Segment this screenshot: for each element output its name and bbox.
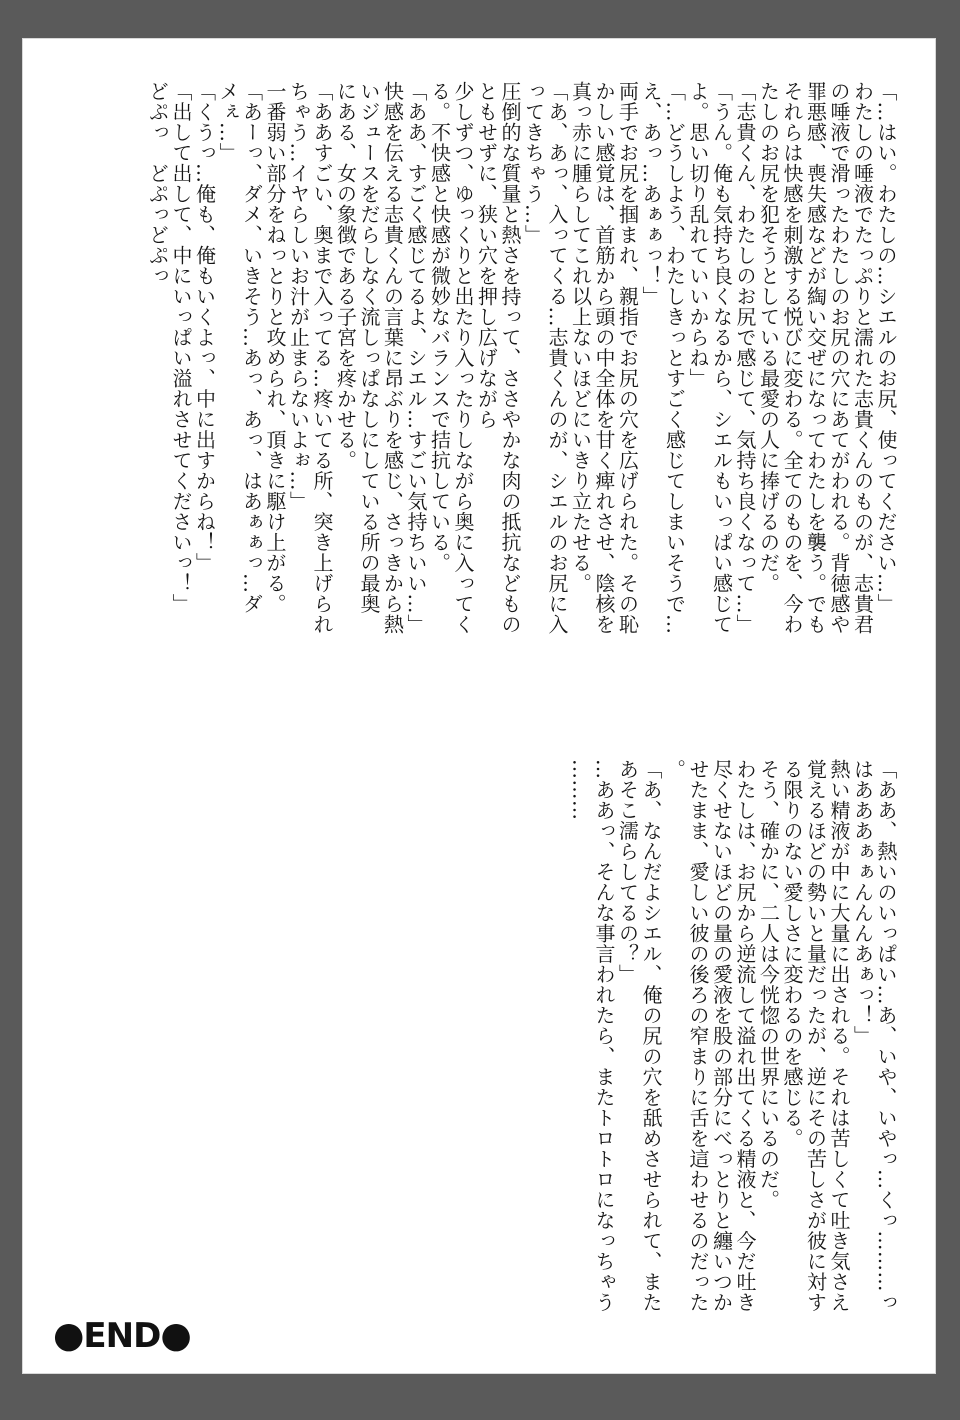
text-block-bottom <box>459 759 897 1349</box>
document-page <box>22 38 936 1374</box>
text-line: る。不快感と快感が微妙なバランスで拮抗している。 <box>427 81 452 573</box>
text-line: あそこ濡らしてるの？」 <box>615 759 640 985</box>
text-line: 「ああすごい、奥まで入ってる…疼いてる所、突き上げられ <box>310 81 334 635</box>
text-line: 「あーっ、ダメ、いきそう…あっ、あっ、はあぁぁっ…ダ <box>239 81 264 614</box>
text-line: にある、女の象徴である子宮を疼かせる。 <box>333 81 358 471</box>
text-line: 両手でお尻を掴まれ、親指でお尻の穴を広げられた。その恥 <box>615 81 640 635</box>
text-line: 一番弱い部分をねっとりと攻められ、頂きに駆け上がる。 <box>263 81 287 614</box>
text-line: わたしの唾液でたっぷりと濡れた志貴くんのものが、志貴君 <box>850 81 875 635</box>
text-line: 熱い精液が中に大量に出される。それは苦しくて吐き気さえ <box>827 759 851 1313</box>
end-mark <box>53 1315 191 1356</box>
text-line: 「あ、あっ、入ってくる…志貴くんのが、シエルのお尻に入 <box>545 81 569 635</box>
text-line: 「うん。俺も気持ち良くなるから、シエルもいっぱい感じて <box>709 81 734 635</box>
text-line: それらは快感を刺激する悦びに変わる。全てのものを、今わ <box>780 81 804 635</box>
text-line: はあああぁぁんんんあぁっ！」 <box>850 759 875 1046</box>
text-line: 尽くせないほどの量の愛液を股の部分にべっとりと纏いつか <box>709 759 734 1313</box>
text-line: 。 <box>662 759 687 780</box>
end-dot-right: ● <box>160 1315 191 1356</box>
text-line: どぷっ どぷっどぷっ <box>145 81 170 286</box>
text-line: 「ああ、熱いのいっぱい…あ、いや、いやっ…くっ………っ <box>874 759 898 1313</box>
text-line: 圧倒的な質量と熱さを持って、ささやかな肉の抵抗などもの <box>498 81 522 635</box>
end-dot-left: ● <box>53 1315 84 1356</box>
text-line: え、あっ…あぁぁっ！」 <box>639 81 663 307</box>
text-line: ってきちゃう…」 <box>521 81 546 245</box>
end-label: END <box>83 1316 161 1356</box>
text-line: る限りのない愛しさに変わるのを感じる。 <box>780 759 804 1149</box>
text-line: せたまま、愛しい彼の後ろの窄まりに舌を這わせるのだった <box>686 759 710 1313</box>
text-line: いジュースをだらしなく流しっぱなしにしている所の最奥 <box>357 81 381 614</box>
text-line: ともせずに、狭い穴を押し広げながら <box>474 81 499 430</box>
text-line: メぇ…」 <box>216 81 240 163</box>
text-line: の唾液で滑ったわたしのお尻の穴にあてがわれる。背徳感や <box>827 81 851 635</box>
text-line: 「ああ、すごく感じてるよ、シエル…すごい気持ちいい…」 <box>404 81 428 635</box>
text-line: 真っ赤に腫らしてこれ以上ないほどにいきり立たせる。 <box>568 81 593 594</box>
text-line: ちゃう…イヤらしいお汁が止まらないよぉ…」 <box>286 81 311 512</box>
text-line: 「…はい。わたしの…シエルのお尻、使ってください…」 <box>874 81 898 614</box>
text-line: そう、確かに、二人は今恍惚の世界にいるのだ。 <box>756 759 781 1210</box>
text-line: 少しずつ、ゆっくりと出たり入ったりしながら奥に入ってく <box>451 81 475 635</box>
text-line: ……… <box>568 759 593 821</box>
text-line: 快感を伝える志貴くんの言葉に昂ぶりを感じ、さっきから熱 <box>380 81 405 635</box>
text-line: かしい感覚は、首筋から頭の中全体を甘く痺れさせ、陰核を <box>592 81 616 635</box>
text-line: よ。思い切り乱れていいからね」 <box>686 81 710 389</box>
text-block-top <box>67 81 897 731</box>
text-line: 「…どうしよう、わたしきっとすごく感じてしまいそうで… <box>662 81 687 635</box>
text-line: わたしは、お尻から逆流して溢れ出てくる精液と、今だ吐き <box>733 759 757 1313</box>
text-line: たしのお尻を犯そうとしている最愛の人に捧げるのだ。 <box>756 81 781 594</box>
text-line: 「志貴くん、わたしのお尻で感じて、気持ち良くなって…」 <box>733 81 757 635</box>
text-line: 「あ、なんだよシエル、俺の尻の穴を舐めさせられて、また <box>639 759 663 1313</box>
text-line: 罪悪感、喪失感などが綯い交ぜになってわたしを襲う。でも <box>803 81 828 635</box>
text-line: …ああっ、そんな事言われたら、またトロトロになっちゃう <box>592 759 616 1313</box>
text-line: 「出して出して、中にいっぱい溢れさせてくださいっ！」 <box>169 81 193 614</box>
text-line: 「くうっ…俺も、俺もいくよっ、中に出すからね！」 <box>192 81 217 573</box>
text-line: 覚えるほどの勢いと量だったが、逆にその苦しさが彼に対す <box>803 759 828 1313</box>
